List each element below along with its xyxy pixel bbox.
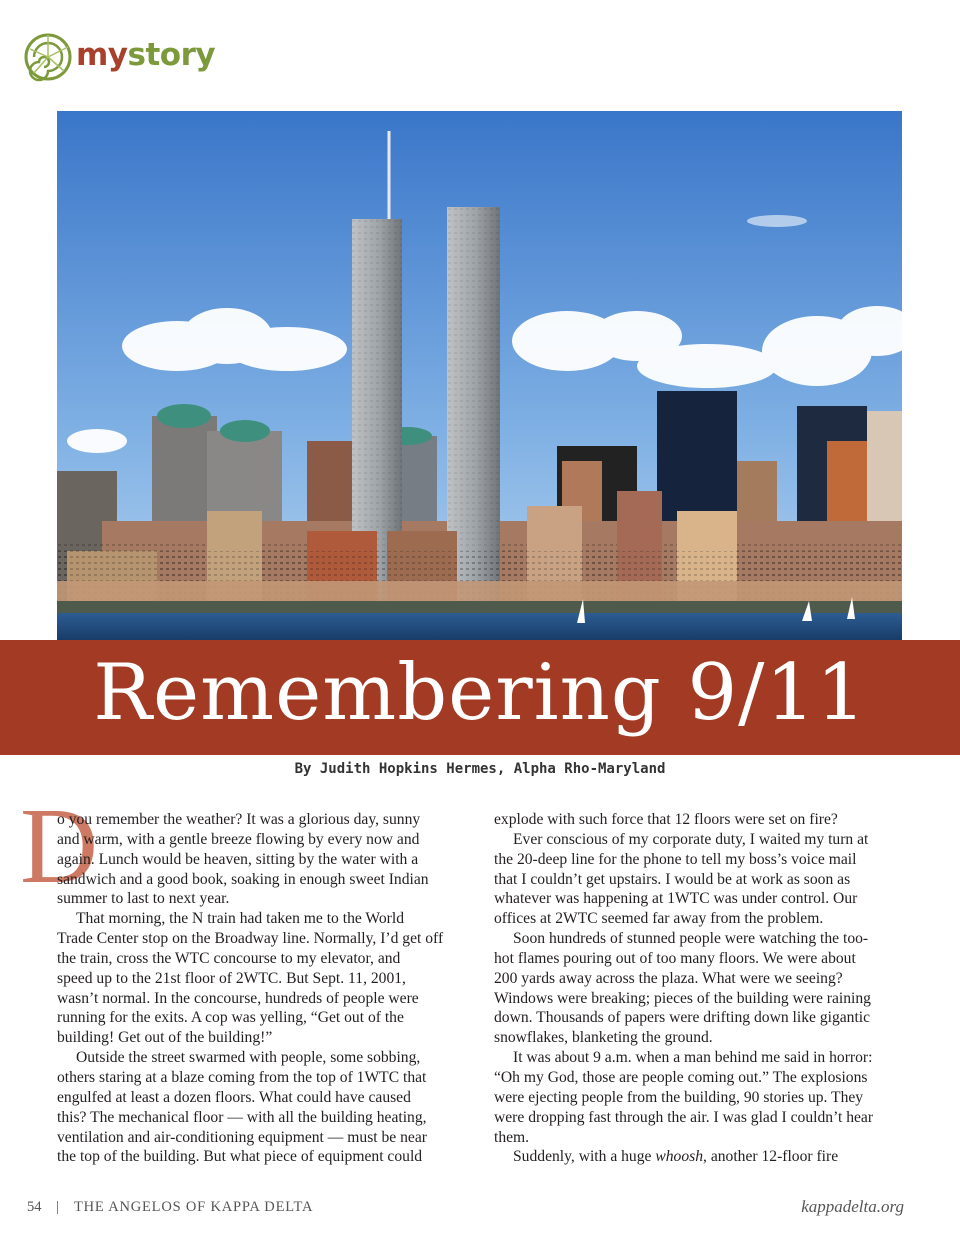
twin-towers-skyline-photo [57,111,902,640]
emphasis: whoosh [655,1148,704,1166]
paragraph: explode with such force that 12 floors were set on fire? [494,811,838,828]
article-title: Remembering 9/11 [93,648,867,738]
paragraph: Suddenly, with a huge whoosh, another 12-floor fire [513,1148,839,1166]
page-footer [27,1199,904,1223]
byline: By Judith Hopkins Hermes, Alpha Rho-Maryland [294,761,666,777]
article-column-2 [494,810,904,1167]
paragraph: o you remember the weather? It was a glorious day, sunny and warm, with a gentle breeze flowing by every now and again. Lunch would be heaven, sitting by the water with a sandwich and a good book, soaking in enough sweet Indian summer to last to next year. [57,811,429,908]
title-banner [0,640,960,755]
website-link[interactable]: kappadelta.org [801,1197,904,1216]
paragraph: Soon hundreds of stunned people were watching the too- hot flames pouring out of too many floors. We were about 200 yards away across the plaza. What were we seeing? Windows were breaking; pieces of the building were raining down. Thousands of papers were drifting down like gigantic snowflakes, blanketing the ground. [494,930,871,1047]
paragraph: Ever conscious of my corporate duty, I waited my turn at the 20-deep line for the phone to tell my boss’s voice mail that I couldn’t get upstairs. I would be at work as soon as whatever was happening at 1WTC was under control. Our offices at 2WTC seemed far away from the problem. [494,830,869,928]
page-number: 54 [27,1199,42,1215]
section-logo [24,24,215,86]
magazine-name: THE ANGELOS OF KAPPA DELTA [74,1199,314,1215]
article-column-1 [57,810,457,1167]
paragraph: Outside the street swarmed with people, some sobbing, others staring at a blaze coming from the top of 1WTC that engulfed at least a dozen floors. What could have caused this? The mechanical floor — with all the building heating, ventilation and air-conditioning equipment — must be near the top of the building. But what piece of equipment could [57,1049,427,1166]
paragraph: It was about 9 a.m. when a man behind me said in horror: “Oh my God, those are people coming out.” The explosions were ejecting people from the building, 90 stories up. They were dropping fast through the air. I was glad I couldn’t hear them. [494,1049,874,1146]
paragraph: That morning, the N train had taken me to the World Trade Center stop on the Broadway line. Normally, I’d get off the train, cross the WTC concourse to my elevator, and speed up to the 21st floor of 2WTC. But Sept. 11, 2001, wasn’t normal. In the concourse, hundreds of people were running for the exits. A cop was yelling, “Get out of the building! Get out of the building!” [57,910,444,1047]
drop-cap: D [20,787,98,906]
footer-separator: | [56,1199,59,1215]
nautilus-shell-icon [24,27,74,83]
section-name: mystory [76,37,216,73]
